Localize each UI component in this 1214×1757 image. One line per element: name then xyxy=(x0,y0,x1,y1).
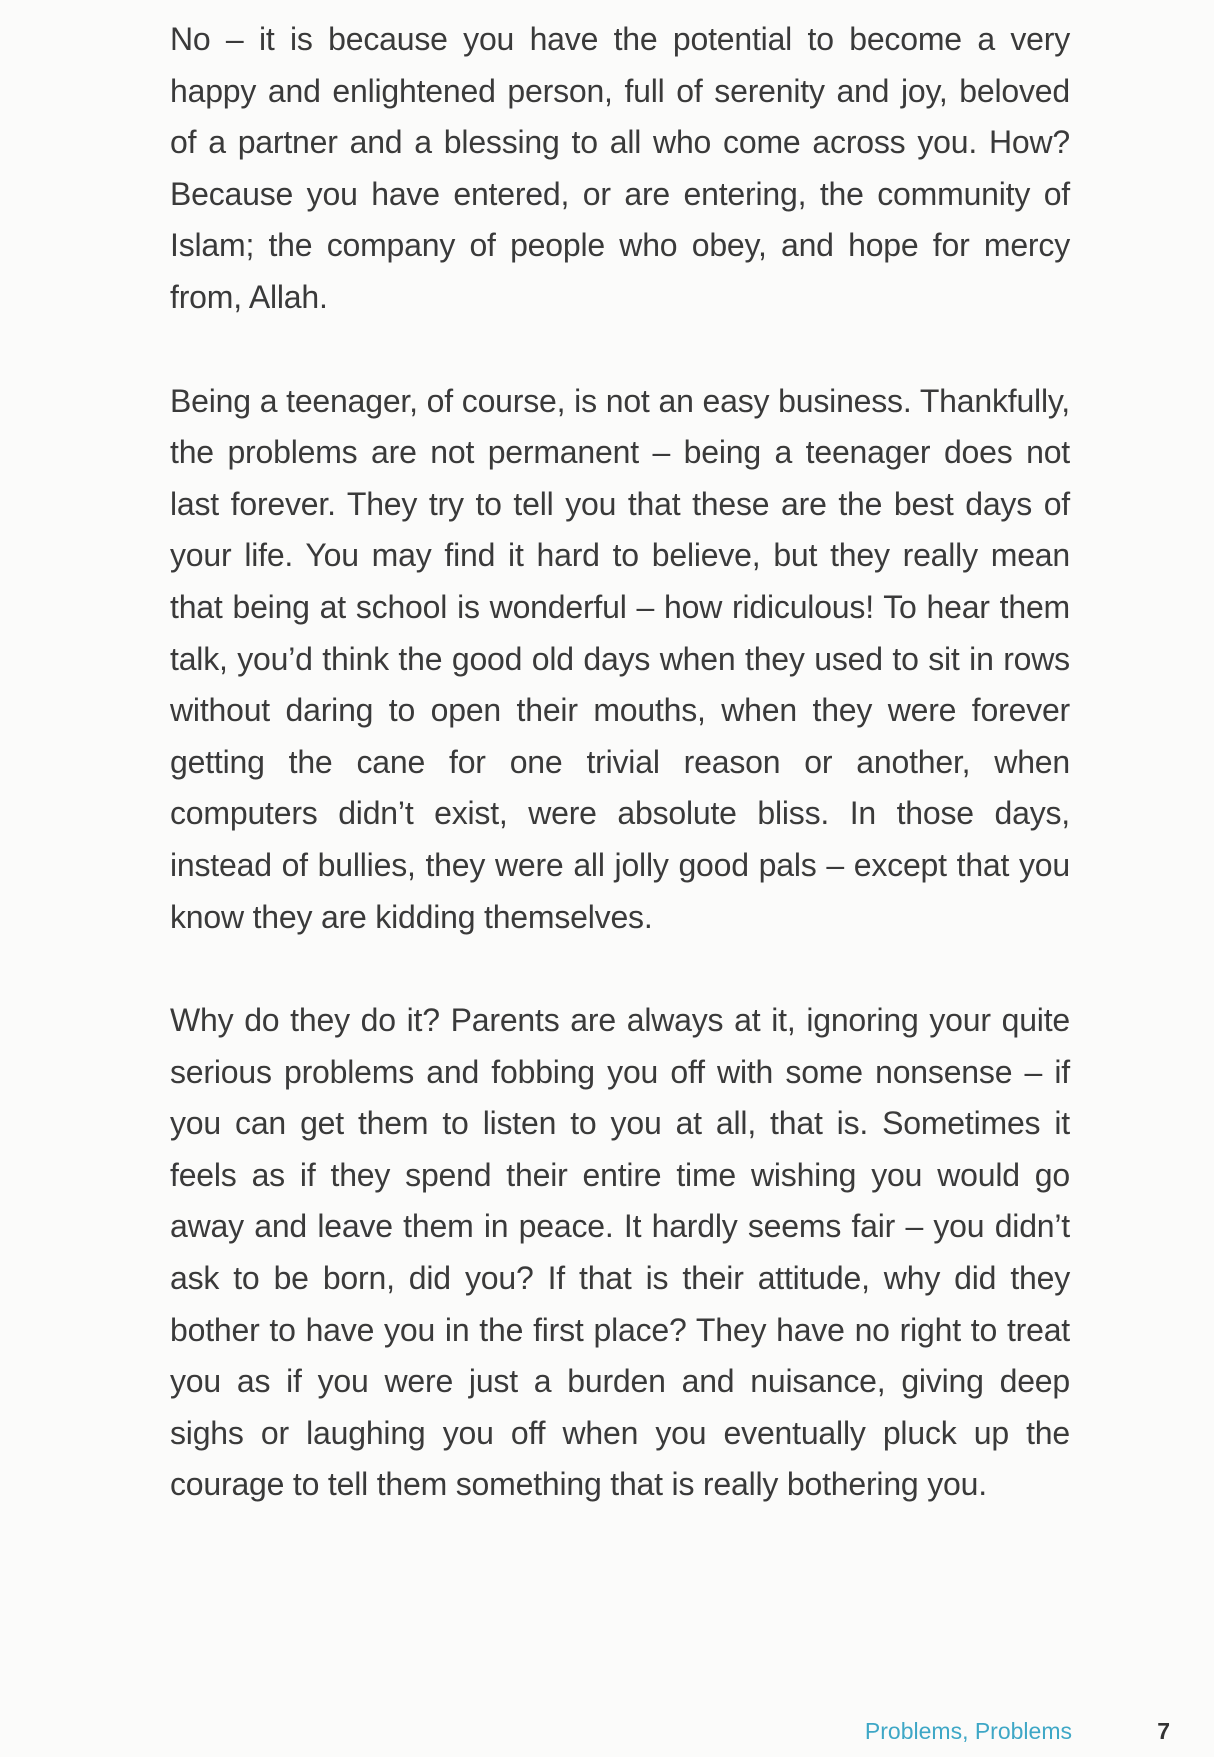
page-number: 7 xyxy=(1157,1718,1170,1744)
paragraph-1: No – it is because you have the potential to become a very happy and enlightened person, full of serenity and joy, beloved of a partner and a blessing to all who come across you. How? Because you have entered, or are entering, the community of Islam; the company of people who obey, and hope for mercy from, Allah. xyxy=(170,21,1070,315)
page-footer xyxy=(0,1718,1214,1748)
paragraph-2: Being a teenager, of course, is not an easy business. Thankfully, the problems are not permanent – being a teenager does not last forever. They try to tell you that these are the best days of your life. You may find it hard to believe, but they really mean that being at school is wonderful – how ridiculous! To hear them talk, you’d think the good old days when they used to sit in rows without daring to open their mouths, when they were forever getting the cane for one trivial reason or another, when computers didn’t exist, were absolute bliss. In those days, instead of bullies, they were all jolly good pals – except that you know they are kidding themselves. xyxy=(170,382,1070,935)
paragraph-3: Why do they do it? Parents are always at it, ignoring your quite serious problems and fobbing you off with some nonsense – if you can get them to listen to you at all, that is. Sometimes it feels as if they spend their entire time wishing you would go away and leave them in peace. It hardly seems fair – you didn’t ask to be born, did you? If that is their attitude, why did they bother to have you in the first place? They have no right to treat you as if you were just a burden and nuisance, giving deep sighs or laughing you off when you eventually pluck up the courage to tell them something that is really bothering you. xyxy=(170,1002,1070,1503)
running-title: Problems, Problems xyxy=(864,1718,1072,1744)
body-text xyxy=(170,14,1070,1563)
